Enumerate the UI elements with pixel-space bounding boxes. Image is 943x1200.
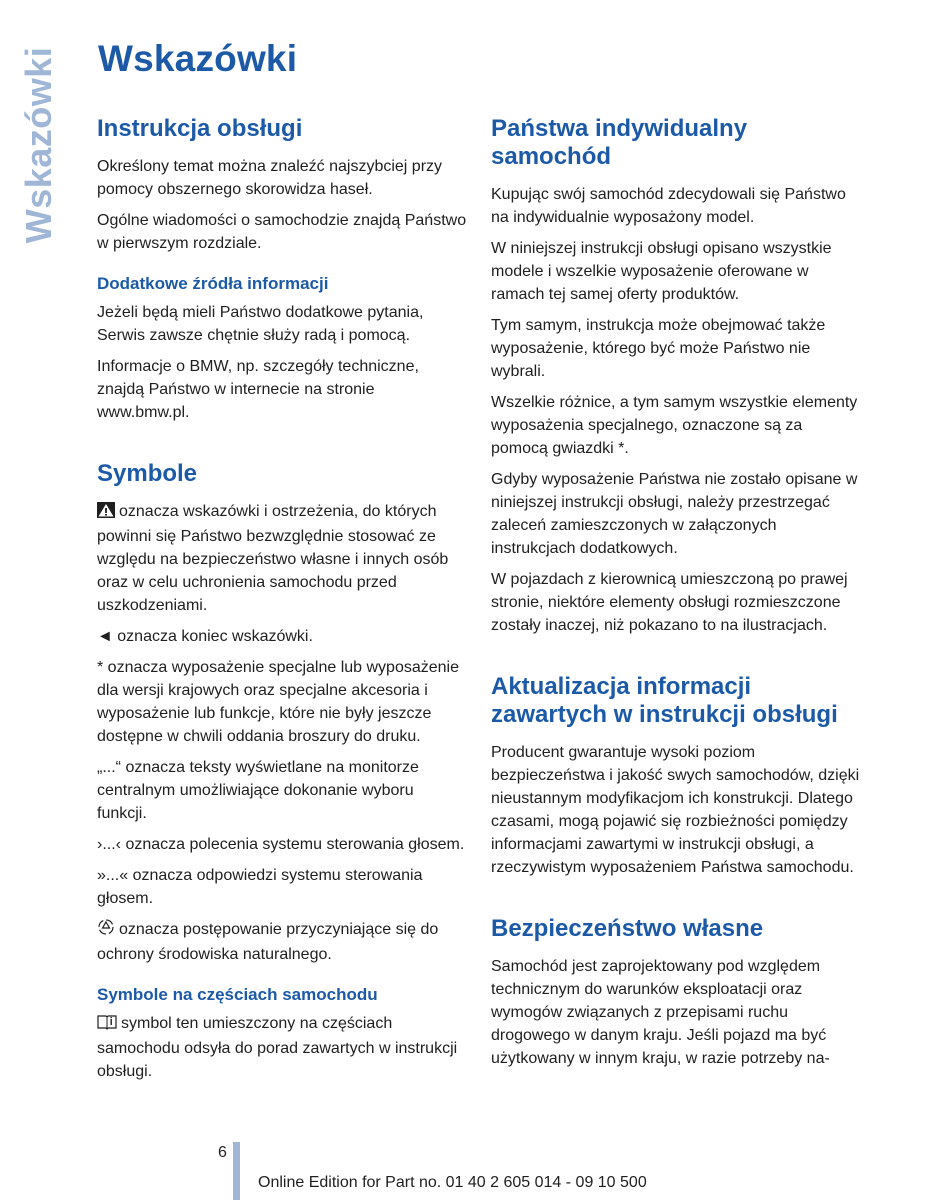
paragraph: Kupując swój samochód zdecydowali się Państwo na indywidualnie wyposażony model. [491,186,846,226]
paragraph: Jeżeli będą mieli Państwo dodatkowe pytania, Serwis zawsze chętnie służy radą i pomocą. [97,304,424,344]
section-heading-bezpieczenstwo: Bezpieczeństwo własne [491,915,764,942]
recycle-icon [97,918,115,943]
right-column [491,115,863,1078]
warning-triangle-icon [97,502,115,525]
footer-bar [233,1142,240,1200]
section-heading-panstwa: Państwa indywidualny samochód [491,115,748,170]
paragraph: Gdyby wyposażenie Państwa nie zostało opisane w niniejszej instrukcji obsługi, należy przestrzegać zaleceń zamieszczonych w załączonych instrukcjach dodatkowych. [491,471,858,557]
paragraph-warning [97,500,467,617]
paragraph-env [97,918,467,966]
paragraph: Wszelkie różnice, a tym samym wszystkie elementy wyposażenia specjalnego, oznaczone są za pomocą gwiazdki *. [491,394,858,457]
paragraph: ◄ oznacza koniec wskazówki. [97,628,313,645]
paragraph: W pojazdach z kierownicą umieszczoną po prawej stronie, niektóre elementy obsługi rozmieszczone zostały inaczej, niż pokazano to na ilustracjach. [491,571,848,634]
paragraph: Określony temat można znaleźć najszybciej przy pomocy obszernego skorowidza haseł. [97,158,443,198]
section-heading-symbole: Symbole [97,460,198,487]
paragraph: Samochód jest zaprojektowany pod względem technicznym do warunków eksploatacji oraz wymogów związanych z przepisami ruchu drogowego w danym kraju. Jeśli pojazd ma być użytkowany w innym kraju, w razie potrzeby na- [491,958,830,1067]
page-number: 6 [218,1144,227,1161]
paragraph: W niniejszej instrukcji obsługi opisano wszystkie modele i wszelkie wyposażenie oferowane w ramach tej samej oferty produktów. [491,240,832,303]
paragraph-book [97,1012,467,1083]
section-heading-instrukcja: Instrukcja obsługi [97,115,303,142]
book-text: symbol ten umieszczony na częściach samochodu odsyła do porad zawartych w instrukcji obsługi. [97,1015,458,1080]
paragraph: „...“ oznacza teksty wyświetlane na monitorze centralnym umożliwiające dokonanie wyboru funkcji. [97,759,419,822]
side-tab [14,40,64,250]
manual-book-icon [97,1014,117,1037]
paragraph: * oznacza wyposażenie specjalne lub wyposażenie dla wersji krajowych oraz specjalne akcesoria i wyposażenie lub funkcje, które nie były jeszcze dostępne w chwili oddania broszury do druku. [97,659,459,745]
side-tab-label: Wskazówki [18,46,59,244]
subheading-symbole-czesci: Symbole na częściach samochodu [97,985,378,1004]
subheading-dodatkowe: Dodatkowe źródła informacji [97,274,329,293]
paragraph: »...« oznacza odpowiedzi systemu sterowania głosem. [97,867,423,907]
paragraph: Producent gwarantuje wysoki poziom bezpieczeństwa i jakość swych samochodów, dzięki nieustannym modyfikacjom ich konstrukcji. Dlatego czasami, mogą pojawić się rozbieżności pomiędzy informacjami zawartymi w instrukcji obsługi, a rzeczywistym wyposażeniem Państwa samochodu. [491,744,860,876]
section-heading-aktualizacja: Aktualizacja informacji zawartych w instrukcji obsługi [491,673,838,728]
warning-text: oznacza wskazówki i ostrzeżenia, do których powinni się Państwo bezwzględnie stosować ze względu na bezpieczeństwo własne i innych osób oraz w celu uchronienia samochodu przed uszkodzeniami. [97,503,449,614]
page-title: Wskazówki [98,38,298,79]
env-text: oznacza postępowanie przyczyniające się do ochrony środowiska naturalnego. [97,921,439,963]
left-column [97,115,467,1091]
paragraph: Informacje o BMW, np. szczegóły techniczne, znajdą Państwo w internecie na stronie www.bmw.pl. [97,358,419,421]
paragraph: ›...‹ oznacza polecenia systemu sterowania głosem. [97,836,465,853]
paragraph: Tym samym, instrukcja może obejmować także wyposażenie, którego być może Państwo nie wybrali. [491,317,826,380]
paragraph: Ogólne wiadomości o samochodzie znajdą Państwo w pierwszym rozdziale. [97,212,467,252]
footer-edition: Online Edition for Part no. 01 40 2 605 014 - 09 10 500 [258,1174,647,1191]
